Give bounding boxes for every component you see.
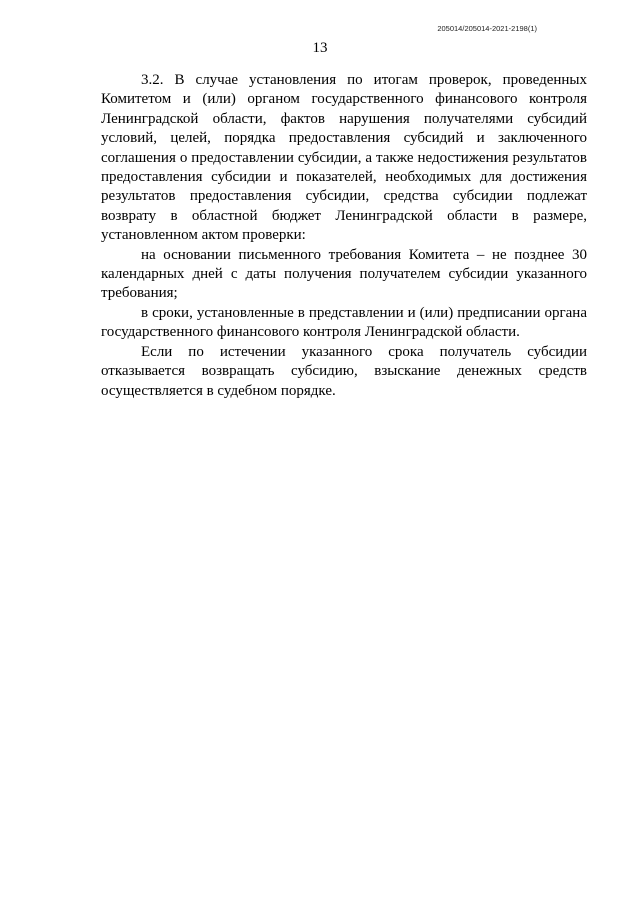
paragraph-3-2: 3.2. В случае установления по итогам проверок, проведенных Комитетом и (или) органом государственного финансового контроля Ленинградской области, фактов нарушения получателями субсидий условий, целей, порядка предоставления субсидий и заключенного соглашения о предоставлении субсидии, а также недостижения результатов предоставления субсидии и показателей, необходимых для достижения результатов предоставления субсидии, средства субсидии подлежат возврату в областной бюджет Ленинградской области в размере, установленном актом проверки: bbox=[101, 72, 587, 244]
document-code: 205014/205014-2021-2198(1) bbox=[437, 24, 537, 33]
document-body bbox=[101, 71, 587, 401]
paragraph-court-recovery: Если по истечении указанного срока получатель субсидии отказывается возвращать субсидию, взыскание денежных средств осуществляется в судебном порядке. bbox=[101, 343, 587, 399]
paragraph-written-demand: на основании письменного требования Комитета – не позднее 30 календарных дней с даты получения получателем субсидии указанного требования; bbox=[101, 246, 587, 302]
page-number: 13 bbox=[312, 40, 328, 56]
paragraph-deadlines: в сроки, установленные в представлении и (или) предписании органа государственного финансового контроля Ленинградской области. bbox=[101, 304, 587, 341]
